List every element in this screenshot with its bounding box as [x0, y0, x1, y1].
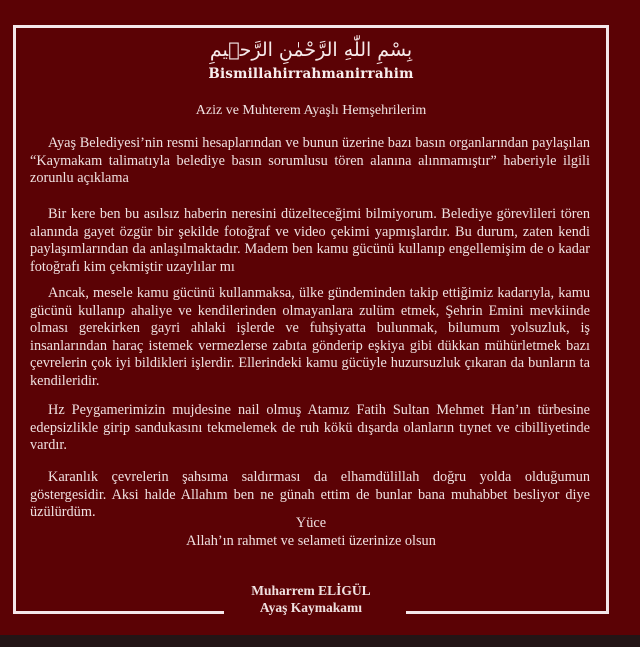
basmala-transliteration: Bismillahirrahmanirrahim — [208, 66, 414, 82]
greeting: Aziz ve Muhterem Ayaşlı Hemşehrilerim — [195, 103, 427, 118]
signature-name: Muharrem ELİGÜL — [251, 583, 371, 598]
signature-title: Ayaş Kaymakamı — [259, 600, 363, 615]
arabic-basmala: بِسْمِ اللّٰهِ الرَّحْمٰنِ الرَّح۪يمِ — [209, 39, 413, 61]
frame-border-top — [13, 25, 609, 28]
paragraph-4: Hz Peygamerimizin mujdesine nail olmuş Atamız Fatih Sultan Mehmet Han’ın türbesine edepsizlikle girip sandukasını tekmelemek de ruh kökü dışarda olanların tıynet ve cibilliyetinde vardır. — [30, 402, 590, 454]
closing-line-1: Yüce — [295, 515, 327, 531]
paragraph-2: Bir kere ben bu asılsız haberin neresini düzelteceğimi bilmiyorum. Belediye görevlileri tören alanında gayet özgür bir şekilde fotoğraf ve video çekimi yapmışlardır. Bu durum, zaten kendi paylaşımlarından da anlaşılmaktadır. Madem ben kamu gücünü kullanıp engellemişim de o kadar fotoğrafı kim çekmiştir uzaylılar mı — [30, 206, 590, 275]
paragraph-1: Ayaş Belediyesi’nin resmi hesaplarından ve bunun üzerine bazı basın organlarından paylaşılan “Kaymakam talimatıyla belediye basın sorumlusu tören alanına alınmamıştır” haberiyle ilgili zorunlu açıklama — [30, 135, 590, 187]
frame-border-right — [606, 25, 609, 614]
paragraph-3: Ancak, mesele kamu gücünü kullanmaksa, ülke gündeminden takip ettiğimiz kadarıyla, kamu gücünü kullanıp ahaliye ve kendilerinden olmayanlara zulüm etmek, Şehrin Emini mevkiinde olması gerekirken gayri ahlaki işlerde ve fuhşiyatta bulunmak, bilumum yolsuzluk, iş insanlarından haraç istemek vermezlerse zabıta gönderip eşkiya gibi dükkan mühürletmek bazı çevrelerin çok iyi bildikleri işlerdir. Ellerindeki kamu gücüyle huzursuzluk çıkaran da bunların ta kendileridir. — [30, 285, 590, 389]
bottom-band — [0, 635, 640, 647]
closing-line-2: Allah’ın rahmet ve selameti üzerinize olsun — [186, 533, 436, 549]
paragraph-5: Karanlık çevrelerin şahsıma saldırması da elhamdülillah doğru yolda olduğumun göstergesidir. Aksi halde Allahım ben ne günah ettim de bunlar bana muhabbet besliyor diye üzülürdüm. — [30, 469, 590, 521]
